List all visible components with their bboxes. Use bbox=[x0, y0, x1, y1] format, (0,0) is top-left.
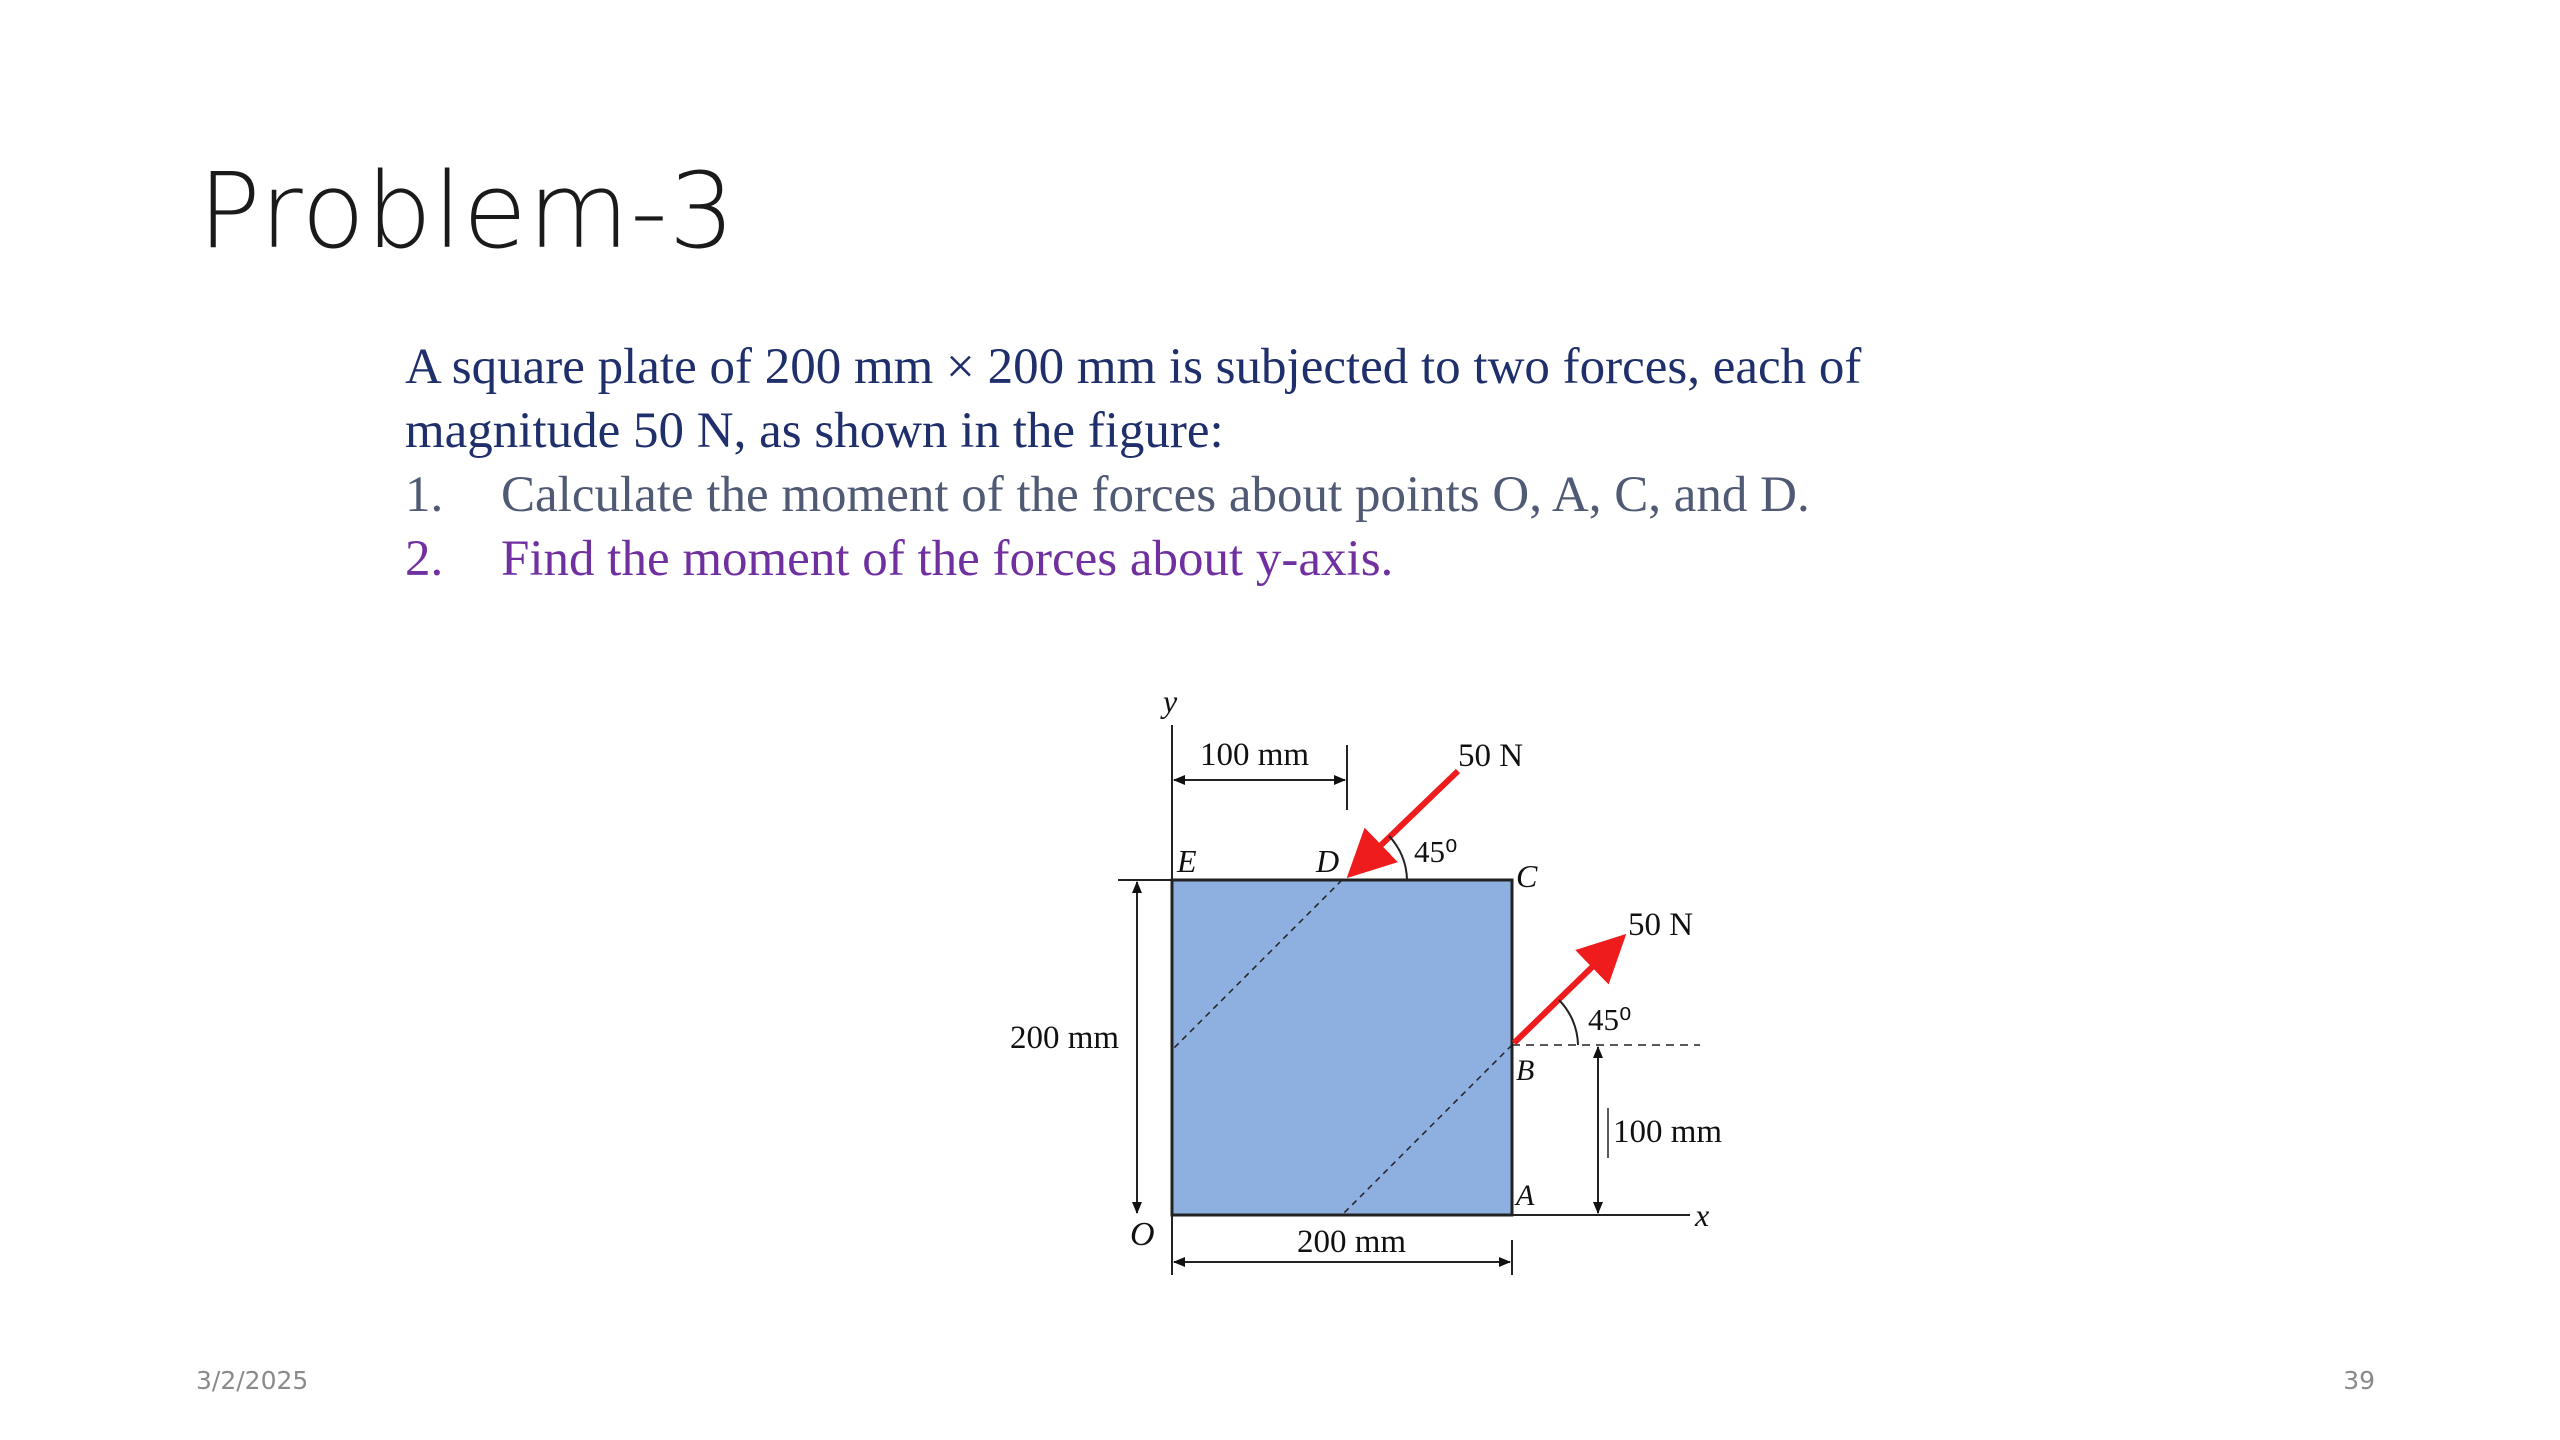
axis-x-label: x bbox=[1695, 1197, 1710, 1233]
angle-d-arc bbox=[1389, 836, 1407, 880]
problem-item-1-text: Calculate the moment of the forces about points O, A, C, and D. bbox=[501, 467, 1810, 523]
problem-item-2-number: 2. bbox=[405, 531, 444, 587]
slide-title: Problem-3 bbox=[198, 150, 736, 272]
problem-item-2-text: Find the moment of the forces about y-axis. bbox=[501, 531, 1394, 587]
point-c-label: C bbox=[1516, 858, 1538, 894]
force-b-label: 50 N bbox=[1628, 907, 1694, 943]
dim-top-label: 100 mm bbox=[1200, 737, 1310, 773]
angle-b-label: 45⁰ bbox=[1588, 1002, 1632, 1037]
problem-intro-line-2: magnitude 50 N, as shown in the figure: bbox=[405, 403, 1224, 459]
slide-date: 3/2/2025 bbox=[196, 1366, 309, 1395]
dim-right-label: 100 mm bbox=[1613, 1114, 1723, 1150]
square-plate bbox=[1172, 880, 1512, 1215]
slide-page-number: 39 bbox=[2343, 1366, 2375, 1395]
dim-left-label: 200 mm bbox=[1010, 1020, 1120, 1056]
angle-b-arc bbox=[1559, 1000, 1578, 1045]
problem-item-1-number: 1. bbox=[405, 467, 444, 523]
point-d-label: D bbox=[1316, 843, 1340, 879]
dim-bottom-label: 200 mm bbox=[1297, 1224, 1407, 1260]
force-d-label: 50 N bbox=[1458, 738, 1524, 774]
angle-d-label: 45⁰ bbox=[1414, 834, 1458, 869]
problem-intro-line-1: A square plate of 200 mm × 200 mm is subjected to two forces, each of bbox=[405, 339, 1862, 395]
axis-y-label: y bbox=[1163, 683, 1178, 719]
point-a-label: A bbox=[1516, 1179, 1535, 1212]
point-e-label: E bbox=[1177, 843, 1197, 879]
point-o-label: O bbox=[1130, 1216, 1155, 1253]
point-b-label: B bbox=[1516, 1054, 1535, 1087]
